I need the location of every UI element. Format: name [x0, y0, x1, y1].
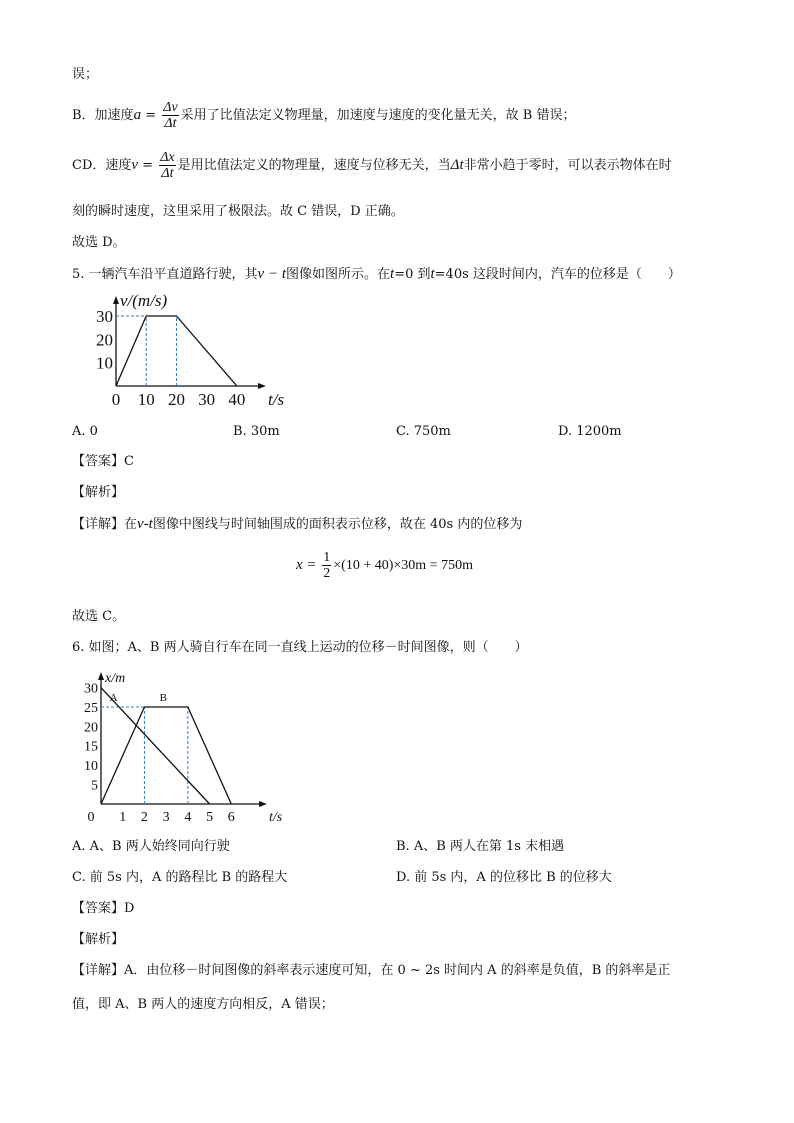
- x-tick-label: 30: [198, 390, 216, 409]
- q5-final-text: 故选 C。: [72, 609, 126, 624]
- x-tick-label: 1: [119, 810, 127, 825]
- series-name-label: B: [159, 692, 167, 705]
- text-line-5: [72, 234, 126, 252]
- q5-option-c-label: C. 750m: [396, 424, 451, 439]
- answer-value: D: [124, 901, 135, 916]
- text-line-1: [72, 66, 98, 84]
- q6-option-b[interactable]: [396, 838, 564, 856]
- answer-value: C: [124, 454, 134, 469]
- x-tick-label: 10: [137, 390, 155, 409]
- q6-stem-text: 6. 如图；A、B 两人骑自行车在同一直线上运动的位移－时间图像，则（ ）: [72, 640, 528, 655]
- x-tick-label: 20: [167, 390, 185, 409]
- q5-formula: [296, 550, 473, 581]
- y-tick-label: 10: [84, 759, 98, 775]
- answer-tag: 【答案】: [72, 454, 125, 469]
- y-tick-label: 10: [96, 353, 113, 373]
- q6-answer: [72, 900, 134, 918]
- y-tick-label: 20: [84, 720, 98, 736]
- series-name-label: A: [109, 692, 118, 705]
- q5-option-c[interactable]: [396, 423, 451, 441]
- series-line-A: [101, 688, 210, 804]
- delta-t-symbol: Δt: [450, 157, 464, 173]
- q5-answer: [72, 453, 134, 471]
- q6-option-c-label: C. 前 5s 内，A 的路程比 B 的路程大: [72, 870, 288, 885]
- y-tick-label: 5: [91, 778, 98, 794]
- y-axis-label: v/(m/s): [120, 291, 168, 310]
- y-tick-label: 30: [96, 306, 113, 326]
- x-tick-label: 0: [111, 390, 121, 409]
- y-tick-label: 25: [84, 700, 98, 716]
- y-axis-arrow: [113, 296, 119, 304]
- line-4-text: 刻的瞬时速度，这里采用了极限法。故 C 错误，D 正确。: [72, 204, 404, 219]
- q5-stem-pre: 5. 一辆汽车沿平直道路行驶，其: [72, 267, 258, 282]
- velocity-symbol: v: [131, 157, 139, 173]
- y-axis-arrow: [98, 672, 104, 680]
- x-axis-label: t/s: [268, 390, 285, 409]
- q6-analysis-tag: [72, 931, 124, 949]
- x-tick-label: 3: [162, 810, 170, 825]
- y-tick-label: 15: [84, 739, 98, 755]
- line-3-post-b: 非常小趋于零时，可以表示物体在时: [463, 158, 672, 173]
- equals-sign: =: [141, 108, 161, 123]
- x-axis-arrow: [259, 801, 267, 807]
- q6-option-a[interactable]: [72, 838, 230, 856]
- x-tick-label: 40: [228, 390, 246, 409]
- formula-half: [322, 550, 331, 581]
- text-line-4: [72, 203, 404, 221]
- answer-tag: 【答案】: [72, 901, 125, 916]
- accel-fraction: [162, 100, 178, 131]
- x-tick-label: 5: [206, 810, 214, 825]
- line-1-text: 误；: [72, 67, 99, 82]
- y-tick-label: 20: [96, 330, 113, 350]
- formula-lhs: x =: [296, 557, 321, 573]
- y-tick-label: 30: [84, 681, 98, 697]
- fraction-denominator: 2: [323, 566, 331, 581]
- q5-option-b[interactable]: [233, 423, 280, 441]
- x-tick-label: 4: [184, 810, 192, 825]
- q5-final: [72, 608, 125, 626]
- analysis-tag: 【解析】: [72, 485, 125, 500]
- detail-pre: 在: [124, 517, 138, 532]
- line-5-text: 故选 D。: [72, 235, 126, 250]
- q5-option-a[interactable]: [72, 423, 98, 441]
- q5-stem-t0: t: [390, 266, 395, 282]
- q6-option-d[interactable]: [396, 869, 612, 887]
- detail-tag: 【详解】: [72, 517, 125, 532]
- line-2-post: 采用了比值法定义物理量，加速度与速度的变化量无关，故 B 错误；: [180, 108, 576, 123]
- text-line-3: [72, 150, 672, 181]
- accel-symbol: a: [133, 107, 142, 123]
- x-tick-label: 0: [87, 810, 95, 825]
- q5-stem-mid: 图像如图所示。在: [286, 267, 391, 282]
- q5-stem-t1: t: [430, 266, 435, 282]
- line-3-post-a: 是用比值法定义的物理量，速度与位移无关，当: [177, 158, 451, 173]
- q5-option-d-label: D. 1200m: [558, 424, 622, 439]
- x-axis-label: t/s: [269, 810, 283, 825]
- q5-stem-vt: v − t: [257, 266, 286, 282]
- x-tick-label: 2: [140, 810, 148, 825]
- fraction-denominator: Δt: [164, 116, 177, 131]
- q5-analysis-tag: [72, 484, 124, 502]
- q5-stem-post: =40s 这段时间内，汽车的位移是（ ）: [434, 267, 681, 282]
- q6-detail-line-1: [72, 962, 670, 980]
- q6-option-a-label: A. A、B 两人始终同向行驶: [72, 839, 230, 854]
- q5-option-d[interactable]: [558, 423, 622, 441]
- q5-detail: [72, 515, 522, 534]
- q5-stem-mid2: =0 到: [394, 267, 431, 282]
- x-tick-label: 6: [227, 810, 235, 825]
- equals-sign: =: [138, 158, 158, 173]
- detail-tag: 【详解】: [72, 963, 125, 978]
- text-line-2: [72, 100, 576, 131]
- detail-text-1: A．由位移－时间图像的斜率表示速度可知，在 0 ~ 2s 时间内 A 的斜率是负值，B 的斜率是正: [124, 963, 671, 978]
- x-axis-arrow: [258, 383, 266, 389]
- line-3-pre: CD．速度: [72, 158, 132, 173]
- velocity-fraction: [159, 150, 175, 181]
- q5-option-a-label: A. 0: [72, 424, 98, 439]
- q6-detail-line-2: [72, 996, 334, 1014]
- q5-option-b-label: B. 30m: [233, 424, 280, 439]
- fraction-numerator: Δx: [160, 150, 175, 165]
- y-axis-label: x/m: [105, 671, 126, 686]
- q6-stem: [72, 639, 528, 657]
- q6-option-d-label: D. 前 5s 内，A 的位移比 B 的位移大: [396, 870, 612, 885]
- formula-rhs: ×(10 + 40)×30m = 750m: [333, 558, 473, 573]
- line-2-pre: B．加速度: [72, 108, 134, 123]
- vt-chart: [72, 290, 292, 415]
- fraction-numerator: 1: [323, 550, 331, 565]
- series-line-B: [101, 707, 231, 804]
- detail-text-2: 值，即 A、B 两人的速度方向相反，A 错误；: [72, 997, 334, 1012]
- fraction-numerator: Δv: [163, 100, 178, 115]
- detail-vt: v-t: [137, 516, 153, 532]
- xt-chart: [72, 668, 283, 826]
- detail-post: 图像中图线与时间轴围成的面积表示位移，故在 40s 内的位移为: [152, 517, 523, 532]
- q6-option-b-label: B. A、B 两人在第 1s 末相遇: [396, 839, 565, 854]
- q5-stem: [72, 265, 681, 284]
- q6-option-c[interactable]: [72, 869, 287, 887]
- fraction-denominator: Δt: [161, 166, 174, 181]
- analysis-tag: 【解析】: [72, 932, 125, 947]
